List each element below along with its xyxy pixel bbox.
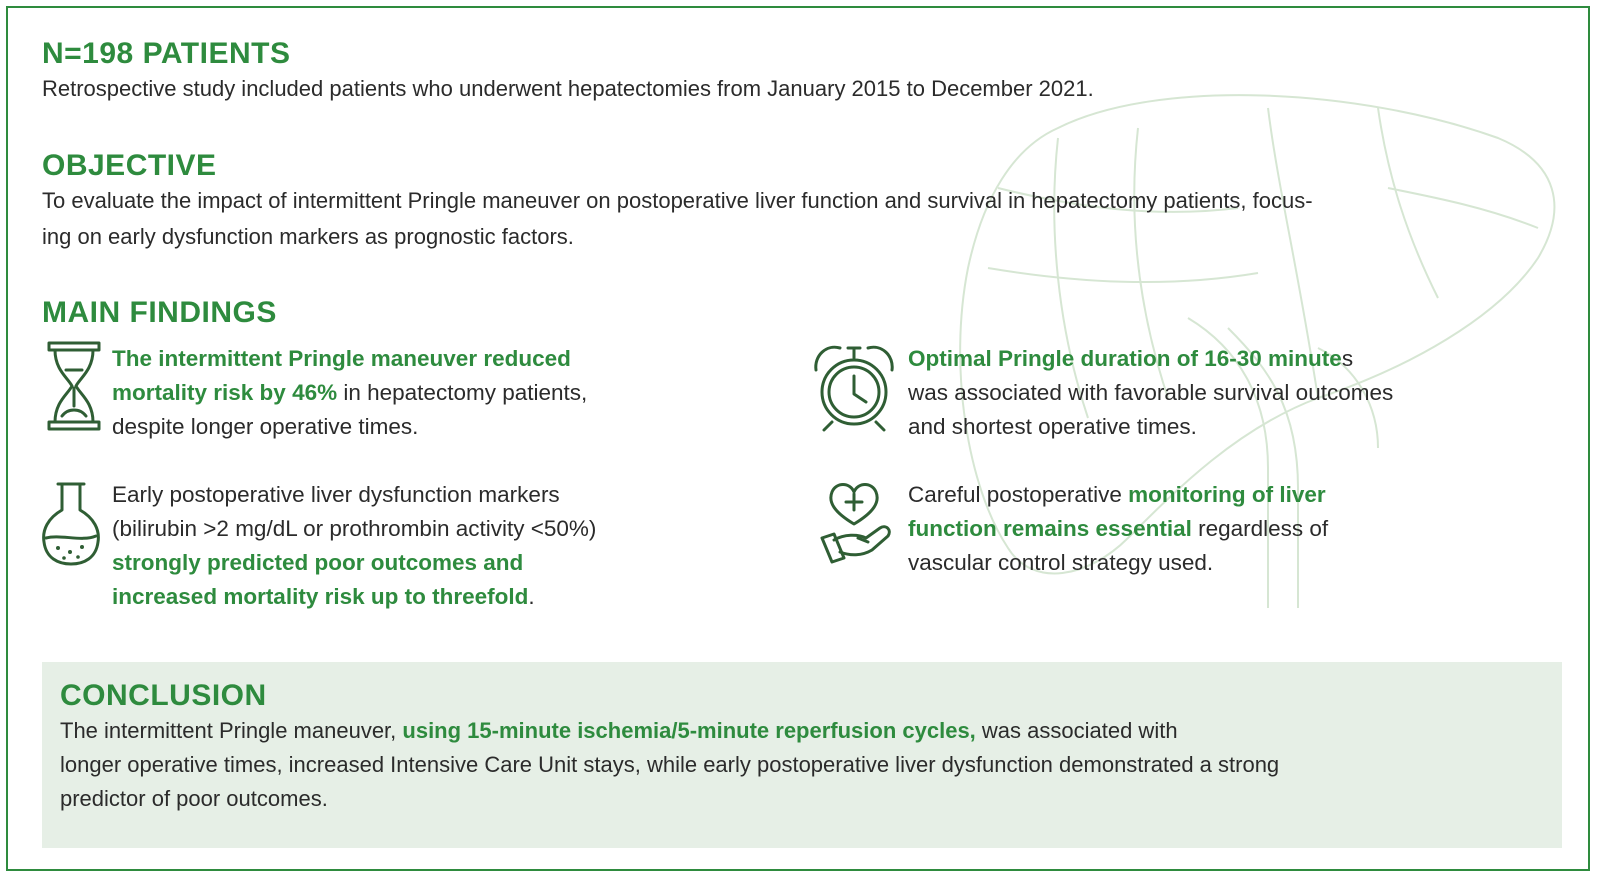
objective-line-1: To evaluate the impact of intermittent Pringle maneuver on postoperative liver function and survival in hepatectomy patients, focus- bbox=[42, 188, 1313, 213]
finding-1 bbox=[112, 342, 772, 444]
finding-2-highlight-1: Optimal Pringle duration of 16-30 minute bbox=[908, 346, 1342, 371]
conclusion-text-1b: was associated with bbox=[975, 718, 1178, 743]
finding-4-line-2 bbox=[908, 512, 1568, 546]
finding-4-text-1: Careful postoperative bbox=[908, 482, 1129, 507]
finding-1-highlight-1: The intermittent Pringle maneuver reduced bbox=[112, 346, 571, 371]
abstract-frame bbox=[6, 6, 1590, 871]
heart-hand-icon bbox=[814, 478, 894, 566]
conclusion-highlight: using 15-minute ischemia/5-minute reperfusion cycles, bbox=[402, 718, 976, 743]
finding-4-line-1 bbox=[908, 478, 1568, 512]
finding-1-line-1 bbox=[112, 342, 772, 376]
finding-3 bbox=[112, 478, 792, 614]
patients-heading: N=198 PATIENTS bbox=[42, 37, 291, 70]
conclusion-box bbox=[42, 662, 1562, 848]
finding-1-line-2 bbox=[112, 376, 772, 410]
finding-3-line-2: (bilirubin >2 mg/dL or prothrombin activity <50%) bbox=[112, 516, 597, 541]
finding-4 bbox=[908, 478, 1568, 580]
hourglass-icon bbox=[46, 340, 102, 432]
patients-text: Retrospective study included patients who underwent hepatectomies from January 2015 to December 2021. bbox=[42, 76, 1094, 101]
finding-1-text-2: in hepatectomy patients, bbox=[337, 380, 588, 405]
conclusion-text bbox=[60, 714, 1560, 816]
finding-4-line-3: vascular control strategy used. bbox=[908, 550, 1214, 575]
conclusion-heading: CONCLUSION bbox=[60, 679, 267, 712]
finding-3-line-1: Early postoperative liver dysfunction markers bbox=[112, 482, 560, 507]
finding-1-line-3: despite longer operative times. bbox=[112, 414, 419, 439]
alarm-clock-icon bbox=[808, 338, 900, 434]
finding-4-highlight-2: function remains essential bbox=[908, 516, 1192, 541]
finding-3-highlight-2: increased mortality risk up to threefold bbox=[112, 584, 529, 609]
finding-3-text-4: . bbox=[528, 584, 535, 609]
finding-4-highlight-1: monitoring of liver bbox=[1128, 482, 1326, 507]
finding-3-highlight-1: strongly predicted poor outcomes and bbox=[112, 550, 524, 575]
conclusion-line-2: longer operative times, increased Intensive Care Unit stays, while early postoperative liver dysfunction demonstrated a strong bbox=[60, 752, 1280, 777]
objective-line-2: ing on early dysfunction markers as prognostic factors. bbox=[42, 224, 574, 249]
findings-heading: MAIN FINDINGS bbox=[42, 296, 277, 329]
abstract-content bbox=[8, 8, 1588, 869]
conclusion-text-1: The intermittent Pringle maneuver, bbox=[60, 718, 403, 743]
finding-2-line-2: was associated with favorable survival outcomes bbox=[908, 380, 1394, 405]
finding-2-line-1 bbox=[908, 342, 1568, 376]
objective-heading: OBJECTIVE bbox=[42, 149, 217, 182]
finding-3-line-3 bbox=[112, 546, 792, 580]
finding-2 bbox=[908, 342, 1568, 444]
finding-2-text-1: s bbox=[1341, 346, 1354, 371]
finding-3-line-4 bbox=[112, 580, 792, 614]
finding-4-text-2: regardless of bbox=[1191, 516, 1329, 541]
flask-icon bbox=[40, 480, 102, 568]
conclusion-line-3: predictor of poor outcomes. bbox=[60, 786, 328, 811]
conclusion-line-1 bbox=[60, 714, 1560, 748]
finding-2-line-3: and shortest operative times. bbox=[908, 414, 1197, 439]
finding-1-highlight-2: mortality risk by 46% bbox=[112, 380, 338, 405]
